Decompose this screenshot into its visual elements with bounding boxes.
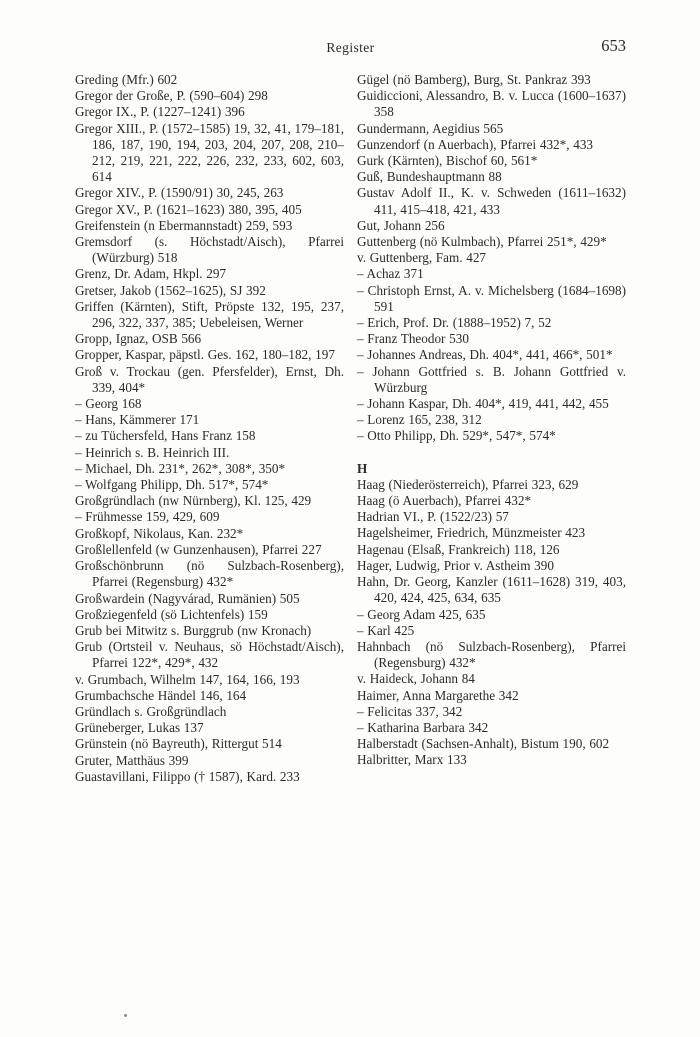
index-subentry: – Heinrich s. B. Heinrich III. <box>75 444 230 460</box>
index-subentry: – Lorenz 165, 238, 312 <box>357 412 482 428</box>
index-subentry: – Achaz 371 <box>357 266 424 282</box>
index-entry: Haag (Niederösterreich), Pfarrei 323, 629 <box>357 476 579 492</box>
index-entry: Gundermann, Aegidius 565 <box>357 120 504 136</box>
index-entry: Grüneberger, Lukas 137 <box>75 720 204 736</box>
index-subentry: – Wolfgang Philipp, Dh. 517*, 574* <box>75 477 269 493</box>
index-section-letter: H <box>357 460 368 476</box>
index-entry: Gregor XV., P. (1621–1623) 380, 395, 405 <box>75 201 302 217</box>
index-entry: Guidiccioni, Alessandro, B. v. Lucca (1600–1637) 358 <box>357 88 626 120</box>
index-entry: Greifenstein (n Ebermannstadt) 259, 593 <box>75 217 293 233</box>
index-entry: Gremsdorf (s. Höchstadt/Aisch), Pfarrei (Würzburg) 518 <box>75 234 344 266</box>
index-subentry: – Katharina Barbara 342 <box>357 719 489 735</box>
index-column-left <box>75 72 344 785</box>
index-subentry: – Georg 168 <box>75 396 142 412</box>
index-entry: Hagelsheimer, Friedrich, Münzmeister 423 <box>357 525 586 541</box>
index-entry: Haag (ö Auerbach), Pfarrei 432* <box>357 493 532 509</box>
index-subentry: – Johannes Andreas, Dh. 404*, 441, 466*, 501* <box>357 347 613 363</box>
index-subentry: – Otto Philipp, Dh. 529*, 547*, 574* <box>357 428 556 444</box>
index-entry: Grub (Ortsteil v. Neuhaus, sö Höchstadt/Aisch), Pfarrei 122*, 429*, 432 <box>75 639 344 671</box>
index-column-right <box>357 72 626 785</box>
index-entry: Großziegenfeld (sö Lichtenfels) 159 <box>75 606 268 622</box>
index-entry: Hagenau (Elsaß, Frankreich) 118, 126 <box>357 541 560 557</box>
index-entry: Gurk (Kärnten), Bischof 60, 561* <box>357 153 538 169</box>
index-entry: Gregor IX., P. (1227–1241) 396 <box>75 104 245 120</box>
index-entry: Gründlach s. Großgründlach <box>75 703 227 719</box>
index-entry: Guastavillani, Filippo († 1587), Kard. 233 <box>75 768 300 784</box>
index-entry: Haimer, Anna Margarethe 342 <box>357 687 519 703</box>
index-subentry: – Felicitas 337, 342 <box>357 703 463 719</box>
index-subentry: – Christoph Ernst, A. v. Michelsberg (1684–1698) 591 <box>357 282 626 314</box>
index-entry: Gügel (nö Bamberg), Burg, St. Pankraz 393 <box>357 72 591 87</box>
index-subentry: – zu Tüchersfeld, Hans Franz 158 <box>75 428 256 444</box>
index-entry: Hahn, Dr. Georg, Kanzler (1611–1628) 319, 403, 420, 424, 425, 634, 635 <box>357 574 626 606</box>
index-entry: Groß v. Trockau (gen. Pfersfelder), Ernst, Dh. 339, 404* <box>75 363 344 395</box>
index-entry: Gruter, Matthäus 399 <box>75 752 189 768</box>
index-entry: Großschönbrunn (nö Sulzbach-Rosenberg), Pfarrei (Regensburg) 432* <box>75 558 344 590</box>
running-head <box>75 36 626 58</box>
index-entry: Guß, Bundeshauptmann 88 <box>357 169 502 185</box>
index-entry: Großgründlach (nw Nürnberg), Kl. 125, 429 <box>75 493 312 509</box>
index-entry: v. Guttenberg, Fam. 427 <box>357 250 487 266</box>
index-entry: Gunzendorf (n Auerbach), Pfarrei 432*, 433 <box>357 136 594 152</box>
index-entry: Grünstein (nö Bayreuth), Rittergut 514 <box>75 736 282 752</box>
index-entry: Großlellenfeld (w Gunzenhausen), Pfarrei 227 <box>75 541 322 557</box>
page-number: 653 <box>601 36 626 55</box>
index-entry: Großwardein (Nagyvárad, Rumänien) 505 <box>75 590 300 606</box>
index-entry: Hager, Ludwig, Prior v. Astheim 390 <box>357 557 554 573</box>
index-entry: Großkopf, Nikolaus, Kan. 232* <box>75 525 244 541</box>
index-entry: Grenz, Dr. Adam, Hkpl. 297 <box>75 266 227 282</box>
index-entry: Gut, Johann 256 <box>357 217 445 233</box>
index-entry: Gustav Adolf II., K. v. Schweden (1611–1632) 411, 415–418, 421, 433 <box>357 185 626 217</box>
index-entry: Gropper, Kaspar, päpstl. Ges. 162, 180–182, 197 <box>75 347 335 363</box>
index-subentry: – Georg Adam 425, 635 <box>357 606 486 622</box>
index-entry: Gretser, Jakob (1562–1625), SJ 392 <box>75 282 266 298</box>
index-subentry: – Frühmesse 159, 429, 609 <box>75 509 220 525</box>
index-entry: Hahnbach (nö Sulzbach-Rosenberg), Pfarrei (Regensburg) 432* <box>357 638 626 671</box>
index-entry: Gregor XIV., P. (1590/91) 30, 245, 263 <box>75 185 284 201</box>
index-entry: Grumbachsche Händel 146, 164 <box>75 687 247 703</box>
index-entry: Greding (Mfr.) 602 <box>75 72 178 87</box>
index-entry: Griffen (Kärnten), Stift, Pröpste 132, 195, 237, 296, 322, 337, 385; Uebeleisen, Werner <box>75 298 344 331</box>
index-subentry: – Erich, Prof. Dr. (1888–1952) 7, 52 <box>357 315 552 331</box>
index-subentry: – Johann Kaspar, Dh. 404*, 419, 441, 442, 455 <box>357 396 609 412</box>
index-entry: Gregor der Große, P. (590–604) 298 <box>75 88 268 104</box>
index-entry: Gregor XIII., P. (1572–1585) 19, 32, 41, 179–181, 186, 187, 190, 194, 203, 204, 207, 208, 210–212, 219, 221, 222, 226, 232, 233, 602, 603, 614 <box>75 120 344 185</box>
index-subentry: – Johann Gottfried s. B. Johann Gottfried v. Würzburg <box>357 363 626 395</box>
index-entry: Gropp, Ignaz, OSB 566 <box>75 331 202 347</box>
index-entry: v. Grumbach, Wilhelm 147, 164, 166, 193 <box>75 671 300 687</box>
index-entry: v. Haideck, Johann 84 <box>357 671 475 687</box>
index-columns <box>75 72 626 785</box>
index-entry: Guttenberg (nö Kulmbach), Pfarrei 251*, 429* <box>357 234 607 250</box>
index-entry: Grub bei Mitwitz s. Burggrub (nw Kronach) <box>75 622 312 638</box>
ink-speck <box>124 1014 127 1017</box>
index-entry: Halbritter, Marx 133 <box>357 752 467 768</box>
index-subentry: – Michael, Dh. 231*, 262*, 308*, 350* <box>75 460 286 476</box>
index-subentry: – Franz Theodor 530 <box>357 331 469 347</box>
index-subentry: – Hans, Kämmerer 171 <box>75 412 200 428</box>
index-entry: Halberstadt (Sachsen-Anhalt), Bistum 190, 602 <box>357 736 610 752</box>
index-entry: Hadrian VI., P. (1522/23) 57 <box>357 509 509 525</box>
running-head-title: Register <box>326 40 375 55</box>
index-subentry: – Karl 425 <box>357 622 415 638</box>
text-block <box>75 36 626 785</box>
